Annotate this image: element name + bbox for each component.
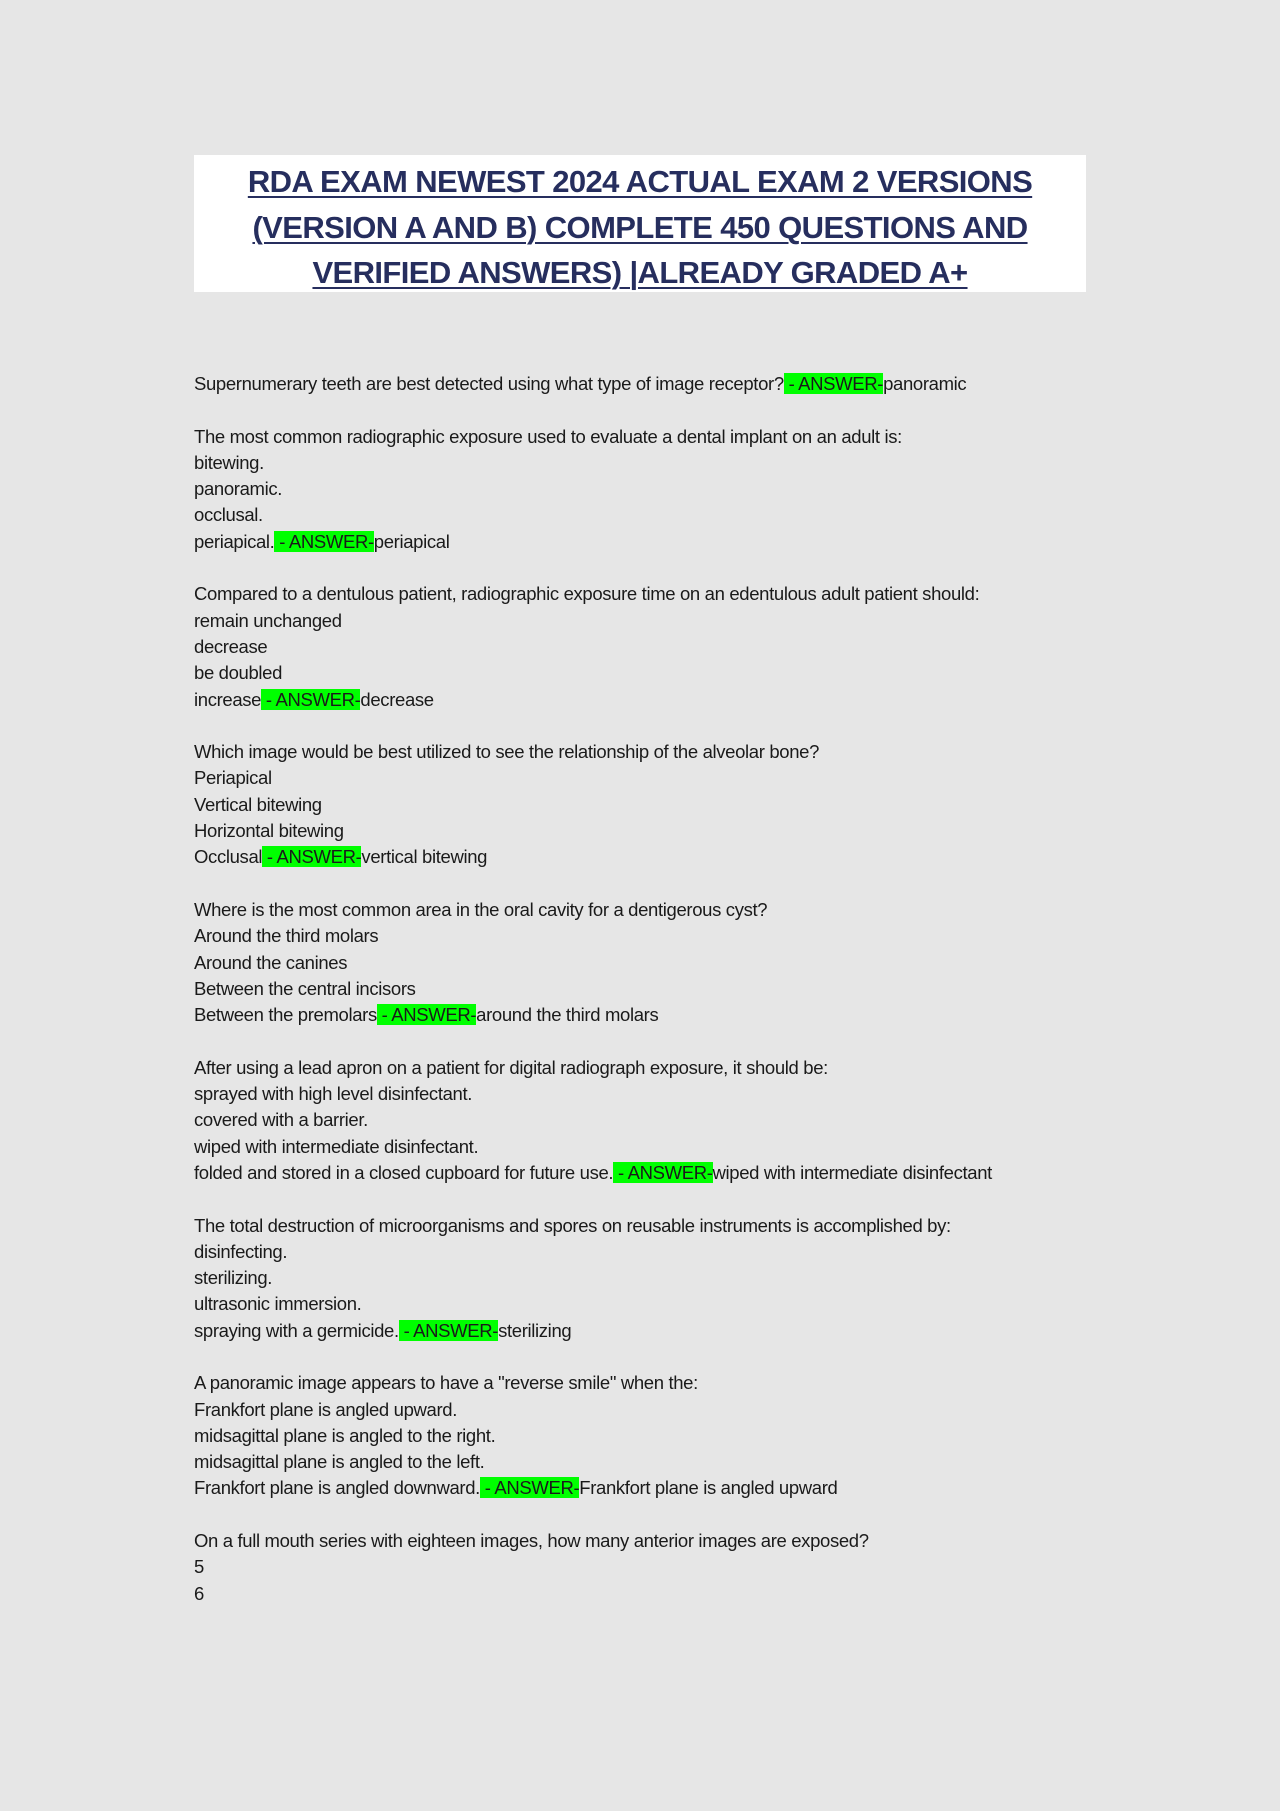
option: 6 (194, 1582, 204, 1604)
qa-list (194, 371, 1094, 1633)
option: panoramic. (194, 478, 283, 500)
qa-item-7 (194, 1213, 1094, 1344)
answer-marker: - ANSWER- (398, 1319, 499, 1341)
option: Occlusal (194, 846, 263, 868)
option: remain unchanged (194, 609, 342, 631)
question-line (194, 371, 1094, 397)
answer-text: around the third molars (476, 1004, 659, 1026)
title-line-1: RDA EXAM NEWEST 2024 ACTUAL EXAM 2 VERSIONS (247, 164, 1033, 199)
question-text: On a full mouth series with eighteen images, how many anterior images are exposed? (194, 1530, 869, 1552)
qa-item-4 (194, 739, 1094, 870)
option: midsagittal plane is angled to the right. (194, 1424, 496, 1446)
qa-item-3 (194, 581, 1094, 712)
question-text: The most common radiographic exposure used to evaluate a dental implant on an adult is: (194, 425, 902, 447)
option: bitewing. (194, 451, 264, 473)
option-with-answer (194, 529, 1094, 555)
answer-text: Frankfort plane is angled upward (579, 1477, 838, 1499)
question-text: The total destruction of microorganisms and spores on reusable instruments is accomplished by: (194, 1214, 951, 1236)
option: folded and stored in a closed cupboard for future use. (194, 1161, 614, 1183)
question-text: Which image would be best utilized to see the relationship of the alveolar bone? (194, 741, 820, 763)
option: wiped with intermediate disinfectant. (194, 1135, 479, 1157)
option: be doubled (194, 662, 283, 684)
answer-marker: - ANSWER- (376, 1004, 477, 1026)
option: Around the third molars (194, 925, 379, 947)
option-with-answer (194, 1475, 1094, 1501)
qa-item-2 (194, 424, 1094, 555)
qa-item-1 (194, 371, 1094, 397)
question-text: A panoramic image appears to have a "reverse smile" when the: (194, 1372, 698, 1394)
option: Frankfort plane is angled downward. (194, 1477, 480, 1499)
qa-item-9 (194, 1528, 1094, 1607)
qa-item-6 (194, 1055, 1094, 1186)
option: sprayed with high level disinfectant. (194, 1083, 473, 1105)
option: Around the canines (194, 951, 348, 973)
answer-text: panoramic (883, 373, 967, 394)
option: Periapical (194, 767, 272, 789)
answer-marker: - ANSWER- (783, 373, 884, 394)
answer-text: decrease (360, 688, 434, 710)
question-text: Where is the most common area in the oral cavity for a dentigerous cyst? (194, 898, 768, 920)
option-with-answer (194, 1318, 1094, 1344)
option: increase (194, 688, 262, 710)
option-with-answer (194, 1160, 1014, 1186)
answer-marker: - ANSWER- (274, 530, 374, 552)
answer-marker: - ANSWER- (613, 1161, 713, 1183)
title-line-3: VERIFIED ANSWERS) |ALREADY GRADED A+ (312, 255, 968, 290)
option-with-answer (194, 844, 1094, 870)
option: 5 (194, 1556, 204, 1578)
answer-marker: - ANSWER- (262, 846, 362, 868)
title-line-2: (VERSION A AND B) COMPLETE 450 QUESTIONS AND (252, 209, 1028, 245)
option: midsagittal plane is angled to the left. (194, 1451, 485, 1473)
question-text: Supernumerary teeth are best detected using what type of image receptor? (194, 373, 784, 394)
option: covered with a barrier. (194, 1109, 368, 1131)
answer-text: periapical (373, 530, 450, 552)
qa-item-5 (194, 897, 1094, 1028)
answer-text: vertical bitewing (361, 846, 488, 868)
option: spraying with a germicide. (194, 1319, 399, 1341)
option: Between the central incisors (194, 977, 416, 999)
answer-text: wiped with intermediate disinfectant (712, 1161, 992, 1183)
option: ultrasonic immersion. (194, 1293, 362, 1315)
option: sterilizing. (194, 1267, 273, 1289)
option-with-answer (194, 1002, 1094, 1028)
option: disinfecting. (194, 1240, 288, 1262)
option: occlusal. (194, 504, 263, 526)
answer-marker: - ANSWER- (261, 688, 361, 710)
answer-text: sterilizing (498, 1319, 572, 1341)
option-with-answer (194, 687, 1094, 713)
question-text: Compared to a dentulous patient, radiographic exposure time on an edentulous adult patient should: (194, 583, 980, 605)
option: Frankfort plane is angled upward. (194, 1398, 458, 1420)
answer-marker: - ANSWER- (479, 1477, 580, 1499)
option: decrease (194, 635, 268, 657)
option: Horizontal bitewing (194, 820, 344, 842)
question-text: After using a lead apron on a patient for digital radiograph exposure, it should be: (194, 1056, 828, 1078)
option: Vertical bitewing (194, 793, 322, 815)
option: periapical. (194, 530, 275, 552)
document-title (194, 155, 1086, 292)
option: Between the premolars (194, 1004, 377, 1026)
qa-item-8 (194, 1370, 1094, 1501)
